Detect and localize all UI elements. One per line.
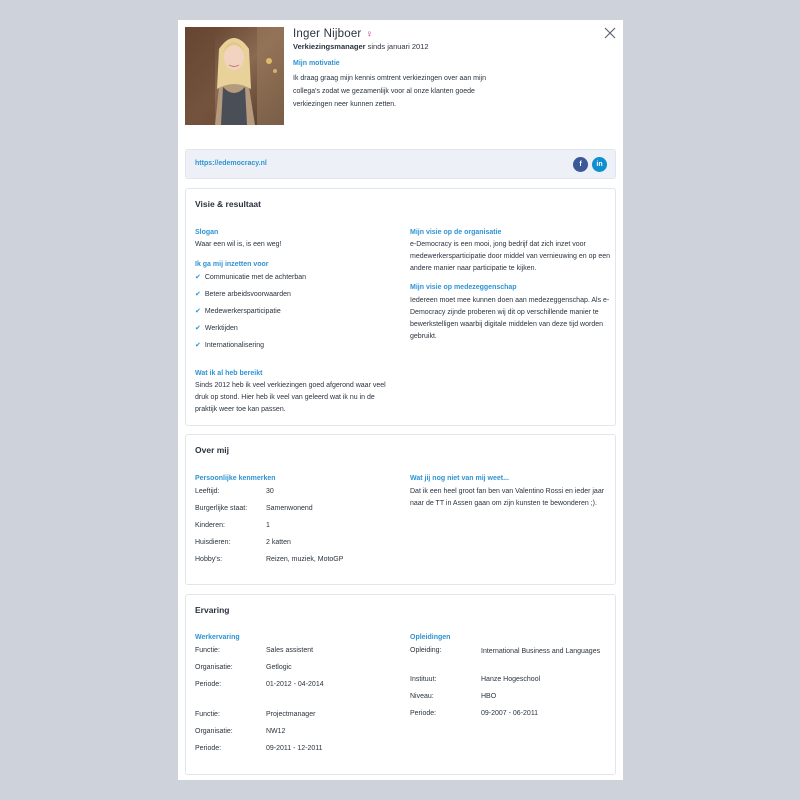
slogan-title: Slogan	[195, 229, 219, 236]
work-label: Periode:	[195, 681, 222, 688]
commit-item	[195, 341, 264, 349]
check-icon: ✔	[195, 325, 201, 332]
trait-label: Huisdieren:	[195, 539, 231, 546]
linkedin-icon[interactable]: in	[592, 157, 607, 172]
trait-label: Kinderen:	[195, 522, 225, 529]
participation-text: Iedereen moet mee kunnen doen aan medezeggenschap. Als e-Democracy zijnde proberen wij dit op verschillende manier te bewerkstelligen waarbij digitale middelen van deze tijd worden gebruikt.	[410, 297, 610, 340]
website-link[interactable]: https://edemocracy.nl	[195, 160, 267, 167]
commit-item	[195, 307, 281, 315]
trait-label: Hobby's:	[195, 556, 223, 563]
edu-value: 09-2007 - 06-2011	[481, 710, 539, 717]
role-since: sinds januari 2012	[367, 42, 429, 51]
commit-item-label: Werktijden	[204, 325, 238, 332]
about-title: Over mij	[195, 445, 230, 455]
trait-value: Reizen, muziek, MotoGP	[266, 556, 344, 563]
commit-item-label: Internationalisering	[204, 342, 265, 349]
motivation-text: Ik draag graag mijn kennis omtrent verkiezingen over aan mijn collega's zodat we gezamenlijk voor al onze klanten goede verkiezingen neer kunnen zetten.	[293, 75, 486, 108]
check-icon: ✔	[195, 342, 201, 349]
commit-item-label: Communicatie met de achterban	[204, 274, 307, 281]
slogan-text: Waar een wil is, is een weg!	[195, 241, 282, 248]
work-value: 09-2011 - 12-2011	[266, 745, 323, 752]
vision-card	[185, 188, 616, 426]
trait-label: Leeftijd:	[195, 488, 220, 495]
work-value: NW12	[266, 728, 286, 735]
edu-value: Hanze Hogeschool	[481, 676, 541, 683]
check-icon: ✔	[195, 291, 201, 298]
trait-label: Burgerlijke staat:	[195, 505, 248, 512]
edu-value: International Business and Languages	[481, 648, 601, 655]
facebook-icon[interactable]: f	[573, 157, 588, 172]
commit-item-label: Betere arbeidsvoorwaarden	[204, 291, 291, 298]
work-value: Projectmanager	[266, 711, 316, 718]
work-value: Sales assistent	[266, 647, 314, 654]
motivation-title: Mijn motivatie	[293, 60, 340, 67]
achieved-title: Wat ik al heb bereikt	[195, 370, 263, 377]
work-label: Functie:	[195, 711, 220, 718]
work-value: 01-2012 - 04-2014	[266, 681, 324, 688]
experience-card	[185, 594, 616, 775]
edu-label: Opleiding:	[410, 647, 442, 654]
profile-modal	[178, 20, 623, 780]
profile-photo	[185, 27, 284, 125]
org-vision-text: e-Democracy is een mooi, jong bedrijf dat zich inzet voor medewerkersparticipatie door middel van vernieuwing en op een andere manier naar participatie te kijken.	[410, 241, 611, 272]
trait-value: 2 katten	[266, 539, 291, 546]
commit-item-label: Medewerkersparticipatie	[204, 308, 281, 315]
profile-name-text: Inger Nijboer	[293, 28, 362, 40]
link-bar	[185, 149, 616, 179]
female-icon: ♀	[365, 29, 374, 40]
work-title: Werkervaring	[195, 634, 240, 641]
check-icon: ✔	[195, 274, 201, 281]
traits-title: Persoonlijke kenmerken	[195, 475, 276, 482]
org-vision-title: Mijn visie op de organisatie	[410, 229, 502, 236]
role-title: Verkiezingsmanager	[293, 42, 366, 51]
work-label: Periode:	[195, 745, 222, 752]
trait-value: Samenwonend	[266, 505, 313, 512]
commit-item	[195, 273, 306, 281]
secret-text: Dat ik een heel groot fan ben van Valentino Rossi en ieder jaar naar de TT in Assen gaan om zijn kunsten te bewonderen ;).	[410, 488, 605, 507]
experience-title: Ervaring	[195, 605, 230, 615]
edu-label: Instituut:	[410, 676, 437, 683]
work-label: Organisatie:	[195, 664, 233, 671]
commit-item	[195, 324, 238, 332]
participation-title: Mijn visie op medezeggenschap	[410, 284, 517, 291]
trait-value: 1	[266, 522, 270, 529]
vision-title: Visie & resultaat	[195, 199, 261, 209]
edu-value: HBO	[481, 693, 497, 700]
secret-title: Wat jij nog niet van mij weet...	[410, 475, 509, 482]
work-label: Organisatie:	[195, 728, 233, 735]
trait-value: 30	[266, 488, 274, 495]
profile-name	[293, 28, 373, 40]
work-value: Getlogic	[266, 664, 292, 671]
profile-role	[293, 42, 429, 51]
achieved-text: Sinds 2012 heb ik veel verkiezingen goed afgerond waar veel druk op stond. Hier heb ik veel van geleerd wat ik nu in de praktijk weer toe kan passen.	[195, 382, 386, 413]
close-icon[interactable]	[603, 26, 617, 40]
commit-item	[195, 290, 291, 298]
commit-title: Ik ga mij inzetten voor	[195, 261, 269, 268]
edu-label: Periode:	[410, 710, 437, 717]
edu-label: Niveau:	[410, 693, 434, 700]
about-card	[185, 434, 616, 585]
edu-title: Opleidingen	[410, 634, 451, 641]
work-label: Functie:	[195, 647, 220, 654]
check-icon: ✔	[195, 308, 201, 315]
